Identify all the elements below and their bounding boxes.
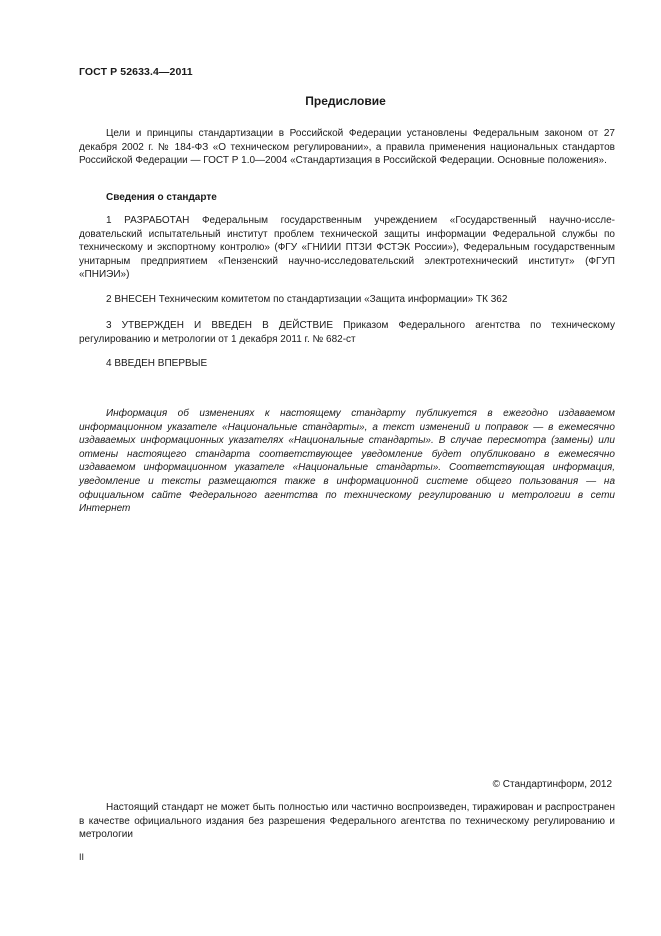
copyright-notice: © Стандартинформ, 2012: [492, 779, 612, 790]
info-item-first-introduced: 4 ВВЕДЕН ВПЕРВЫЕ: [106, 358, 208, 369]
info-item-approved: 3 УТВЕРЖДЕН И ВВЕДЕН В ДЕЙСТВИЕ Приказом Федерального агентства по техническому регулированию и метрологии от 1 декабря 2011 г. № 682-ст: [79, 320, 615, 345]
info-item-developed: 1 РАЗРАБОТАН Федеральным государственным учреждением «Государственный научно-исследовательский испытательный институт проблем технической защиты информации Федеральной службы по техническому и экспортному контролю» (ФГУ «ГНИИИ ПТЗИ ФСТЭК России»), Федеральным государственным унитарным предприятием «Пензенский научно-исследовательский электротехнический институт» (ФГУП «ПНИЭИ»): [79, 215, 615, 281]
standard-code-header: ГОСТ Р 52633.4—2011: [79, 66, 193, 78]
reproduction-rights-paragraph: Настоящий стандарт не может быть полностью или частично воспроизведен, тиражирован и распространен в качестве официального издания без разрешения Федерального агентства по техническому регулированию и метрологии: [79, 802, 615, 841]
changes-notice-paragraph: Информация об изменениях к настоящему стандарту публикуется в ежегодно издаваемом информационном указателе «Национальные стандарты», а текст изменений и поправок — в ежемесячно издаваемых информационных указателях «Национальные стандарты». В случае пересмотра (замены) или отмены настоящего стандарта соответствующее уведомление будет опубликовано в ежемесячно издаваемом информационном указателе «Национальные стандарты». Соответствующая информация, уведомление и тексты размещаются также в информационной системе общего пользования — на официальном сайте Федерального агентства по техническому регулированию и метрологии в сети Интернет: [79, 408, 615, 515]
page-number: II: [79, 852, 85, 862]
preface-title: Предисловие: [305, 94, 386, 108]
preface-intro-paragraph: Цели и принципы стандартизации в Российской Федерации установлены Федеральным законом от 27 декабря 2002 г. № 184-ФЗ «О техническом регулировании», а правила применения национальных стандартов Российской Федерации — ГОСТ Р 1.0—2004 «Стандартизация в Российской Федерации. Основные положения».: [79, 128, 615, 167]
standard-info-heading: Сведения о стандарте: [106, 192, 217, 203]
info-item-submitted: 2 ВНЕСЕН Техническим комитетом по стандартизации «Защита информации» ТК 362: [106, 294, 508, 305]
